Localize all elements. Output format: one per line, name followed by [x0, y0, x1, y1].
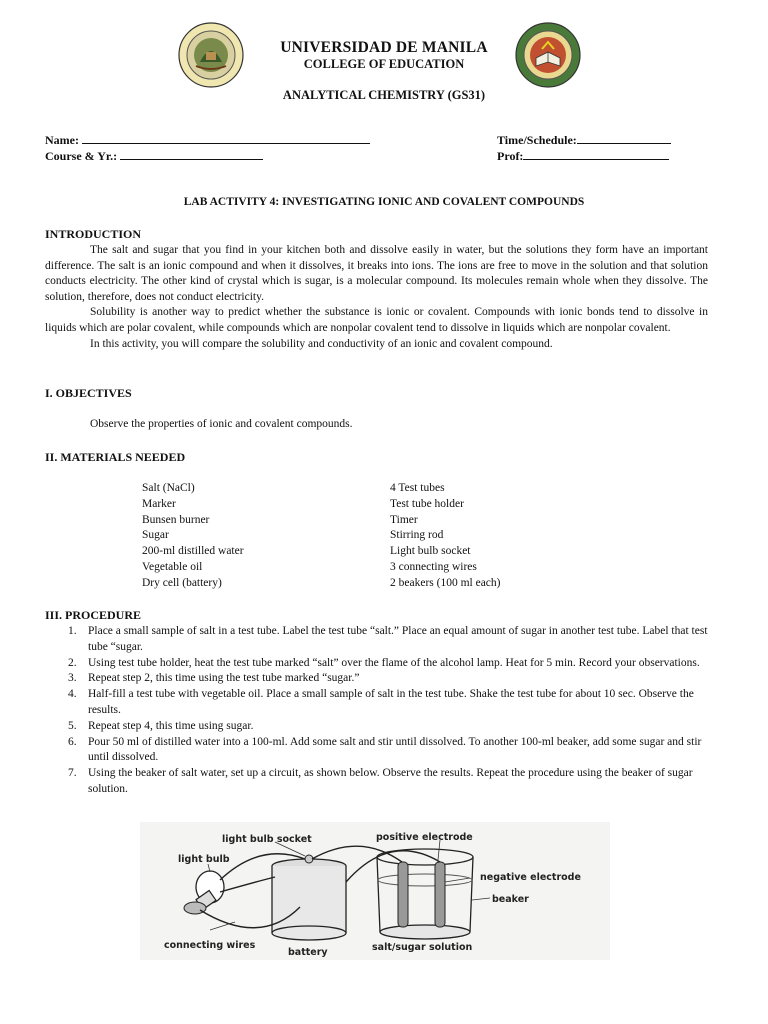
material-item: Timer — [390, 513, 418, 526]
course-year-field — [45, 148, 263, 164]
material-item: 3 connecting wires — [390, 560, 477, 573]
step-text: Place a small sample of salt in a test tube. Label the test tube “salt.” Place an equal amount of sugar in another test tube. Label that test tube “sugar. — [88, 625, 708, 653]
materials-left-column — [142, 481, 244, 592]
name-field — [45, 132, 370, 148]
material-item: Marker — [142, 497, 176, 510]
university-name: UNIVERSIDAD DE MANILA — [280, 39, 488, 56]
step-number: 1. — [68, 625, 77, 637]
step-number: 3. — [68, 672, 77, 685]
prof-label: Prof: — [497, 149, 524, 163]
step-text: Repeat step 2, this time using the test tube marked “sugar.” — [88, 672, 360, 685]
procedure-step — [45, 656, 713, 672]
circuit-diagram — [140, 822, 610, 960]
course-year-label: Course & Yr.: — [45, 149, 118, 163]
procedure-step — [45, 624, 713, 656]
material-item: Stirring rod — [390, 529, 444, 542]
introduction-paragraph-1: The salt and sugar that you find in your kitchen both and dissolve easily in water, but the solutions they form have an important difference. The salt is an ionic compound and when it dissolves, it breaks into ions. The ions are free to move in the solution and that solution conducts electricity. The other kind of crystal which is sugar, is a molecular compound. Its molecules remain whole when they dissolve. The solution, therefore, does not conduct electricity. — [45, 244, 708, 303]
step-text: Using test tube holder, heat the test tube marked “salt” over the flame of the alcohol lamp. Heat for 5 min. Record your observations. — [88, 656, 700, 669]
procedure-step — [45, 735, 713, 767]
material-item: Bunsen burner — [142, 513, 210, 526]
objectives-text: Observe the properties of ionic and covalent compounds. — [90, 418, 353, 430]
step-text: Half-fill a test tube with vegetable oil. Place a small sample of salt in the test tube. Shake the test tube for about 10 sec. Observe the results. — [88, 688, 694, 716]
materials-heading: II. MATERIALS NEEDED — [45, 450, 186, 464]
prof-field — [497, 148, 669, 164]
introduction-paragraph-3: In this activity, you will compare the solubility and conductivity of an ionic and covalent compound. — [90, 337, 553, 350]
objectives-heading: I. OBJECTIVES — [45, 386, 132, 400]
material-item: Light bulb socket — [390, 545, 471, 558]
course-title: ANALYTICAL CHEMISTRY (GS31) — [282, 88, 486, 102]
prof-blank-line — [523, 148, 669, 160]
introduction-paragraph-2: Solubility is another way to predict whether the substance is ionic or covalent. Compounds with ionic bonds tend to dissolve in liquids which are polar covalent, while compounds which are nonpolar covalent tend to dissolve in liquids which are nonpolar covalent. — [45, 306, 708, 334]
procedure-step — [45, 687, 713, 719]
label-negative-electrode: negative electrode — [480, 872, 581, 883]
procedure-steps — [45, 624, 713, 798]
time-schedule-blank-line — [577, 132, 671, 144]
time-schedule-label: Time/Schedule: — [497, 133, 577, 147]
procedure-step — [45, 719, 713, 735]
lab-activity-title: LAB ACTIVITY 4: INVESTIGATING IONIC AND COVALENT COMPOUNDS — [183, 196, 585, 208]
material-item: Test tube holder — [390, 497, 464, 510]
material-item: Dry cell (battery) — [142, 576, 222, 589]
procedure-heading: III. PROCEDURE — [45, 608, 142, 622]
label-light-bulb: light bulb — [178, 854, 230, 865]
step-number: 6. — [68, 735, 77, 748]
step-text: Using the beaker of salt water, set up a circuit, as shown below. Observe the results. Repeat the procedure using the beaker of sugar solution. — [88, 767, 693, 795]
label-positive-electrode: positive electrode — [376, 832, 473, 843]
procedure-step — [45, 671, 713, 687]
material-item: 4 Test tubes — [390, 482, 445, 494]
name-label: Name: — [45, 133, 79, 147]
label-solution: salt/sugar solution — [372, 942, 473, 953]
label-beaker: beaker — [492, 894, 529, 905]
step-text: Pour 50 ml of distilled water into a 100-ml. Add some salt and stir until dissolved. To another 100-ml beaker, add some sugar and stir until dissolved. — [88, 735, 702, 764]
material-item: Sugar — [142, 529, 169, 542]
label-battery: battery — [288, 947, 328, 958]
introduction-heading: INTRODUCTION — [45, 227, 142, 241]
college-name: COLLEGE OF EDUCATION — [303, 57, 465, 71]
label-connecting-wires: connecting wires — [164, 940, 256, 951]
label-light-bulb-socket: light bulb socket — [222, 834, 312, 845]
materials-right-column — [390, 481, 500, 592]
step-number: 4. — [68, 688, 77, 701]
course-year-blank-line — [120, 148, 263, 160]
step-number: 7. — [68, 767, 77, 780]
name-blank-line — [82, 132, 370, 144]
material-item: 2 beakers (100 ml each) — [390, 576, 501, 589]
time-schedule-field — [497, 132, 671, 148]
step-text: Repeat step 4, this time using sugar. — [88, 719, 254, 732]
battery-illustration — [272, 855, 346, 940]
material-item: 200-ml distilled water — [142, 545, 244, 558]
procedure-step — [45, 766, 713, 798]
step-number: 5. — [68, 719, 77, 732]
step-number: 2. — [68, 656, 77, 669]
introduction-body — [45, 243, 708, 352]
material-item: Salt (NaCl) — [142, 482, 195, 494]
material-item: Vegetable oil — [142, 560, 203, 573]
